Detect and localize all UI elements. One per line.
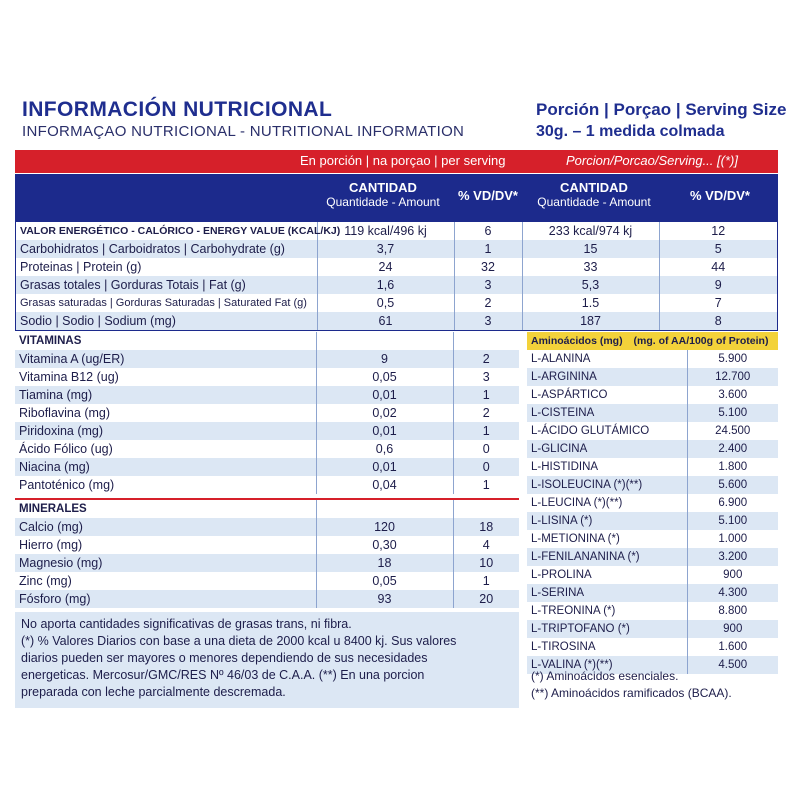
aa-note-essential: (*) Aminoácidos esenciales. <box>531 669 679 683</box>
empty-cell <box>453 500 519 518</box>
col-dv-header: % VD/DV* <box>458 188 518 203</box>
table-row <box>527 494 778 512</box>
table-row <box>527 530 778 548</box>
aminoacids-header-label: Aminoácidos (mg) <box>531 335 623 347</box>
item-dv: 0 <box>482 460 490 474</box>
table-row <box>15 440 519 458</box>
aminoacids-header <box>527 332 778 350</box>
nutrient-amount-prepared: 1.5 <box>522 294 659 312</box>
col-amount-subtitle: Quantidade - Amount <box>326 195 440 209</box>
item-label: Tiamina (mg) <box>15 386 316 404</box>
item-amount: 0,05 <box>316 572 453 590</box>
aminoacid-value: 1.600 <box>718 641 748 653</box>
col-amount2-header <box>527 181 661 209</box>
table-row <box>527 368 778 386</box>
aminoacid-name: L-SERINA <box>527 584 687 602</box>
footnote-line: energeticas. Mercosur/GMC/RES Nº 46/03 de C.A.A. (**) En una porcion <box>21 668 425 682</box>
nutrient-label: Grasas saturadas | Gorduras Saturadas | Saturated Fat (g) <box>16 294 317 312</box>
col-amount-header <box>316 181 450 209</box>
aminoacid-value: 12.700 <box>715 371 751 383</box>
table-row <box>15 368 519 386</box>
footnote-line: (*) % Valores Diarios con base a una dieta de 2000 kcal u 8400 kj. Sus valores <box>21 634 457 648</box>
aminoacids-grid <box>527 350 778 674</box>
aminoacid-name: L-ISOLEUCINA (*)(**) <box>527 476 687 494</box>
nutrient-label: Proteinas | Protein (g) <box>16 258 317 276</box>
aminoacid-value: 5.900 <box>718 353 748 365</box>
item-label: Ácido Fólico (ug) <box>15 440 316 458</box>
nutrient-dv-prepared: 12 <box>711 224 726 238</box>
table-row <box>15 386 519 404</box>
nutrient-dv: 32 <box>454 258 522 276</box>
per-serving-label: En porción | na porçao | per serving <box>300 153 506 168</box>
item-label: Calcio (mg) <box>15 518 316 536</box>
item-dv: 18 <box>479 520 494 534</box>
item-amount: 0,6 <box>316 440 453 458</box>
table-row <box>527 476 778 494</box>
nutrient-dv: 2 <box>454 294 522 312</box>
nutrient-label: Carbohidratos | Carboidratos | Carbohydrate (g) <box>16 240 317 258</box>
item-dv: 1 <box>482 424 490 438</box>
table-row <box>15 554 519 572</box>
item-dv: 0 <box>482 442 490 456</box>
minerals-grid <box>15 500 519 608</box>
aminoacid-name: L-TIROSINA <box>527 638 687 656</box>
nutrient-dv: 3 <box>454 276 522 294</box>
aminoacid-value: 8.800 <box>718 605 748 617</box>
col-amount2-subtitle: Quantidade - Amount <box>537 195 651 209</box>
serving-size-value: 30g. – 1 medida colmada <box>536 123 725 140</box>
item-dv: 2 <box>482 352 490 366</box>
item-label: Vitamina A (ug/ER) <box>15 350 316 368</box>
nutrient-amount-prepared: 233 kcal/974 kj <box>522 222 659 240</box>
nutrient-amount-prepared: 33 <box>522 258 659 276</box>
aminoacids-table <box>527 332 778 674</box>
nutrient-amount-prepared: 187 <box>522 312 659 330</box>
aminoacid-name: L-VALINA (*)(**) <box>527 656 687 674</box>
item-label: Hierro (mg) <box>15 536 316 554</box>
empty-cell <box>453 332 519 350</box>
aminoacid-name: L-TREONINA (*) <box>527 602 687 620</box>
item-dv: 1 <box>482 574 490 588</box>
item-amount: 0,01 <box>316 458 453 476</box>
table-row <box>527 548 778 566</box>
item-amount: 18 <box>316 554 453 572</box>
item-dv: 2 <box>482 406 490 420</box>
nutrient-dv: 3 <box>454 312 522 330</box>
nutrient-amount: 24 <box>317 258 454 276</box>
item-amount: 0,04 <box>316 476 453 494</box>
aminoacid-value: 900 <box>723 569 743 581</box>
aminoacid-name: L-GLICINA <box>527 440 687 458</box>
aminoacids-notes <box>527 666 778 708</box>
col-dv2-header: % VD/DV* <box>690 188 750 203</box>
item-label: Riboflavina (mg) <box>15 404 316 422</box>
aminoacid-name: L-ÁCIDO GLUTÁMICO <box>527 422 687 440</box>
per-serving-alt-label: Porcion/Porcao/Serving... [(*)] <box>566 153 738 168</box>
table-row <box>527 422 778 440</box>
table-row <box>16 276 777 294</box>
aminoacid-value: 2.400 <box>718 443 748 455</box>
table-row <box>527 350 778 368</box>
aminoacid-name: L-LEUCINA (*)(**) <box>527 494 687 512</box>
section-title: MINERALES <box>15 500 316 518</box>
table-row <box>527 584 778 602</box>
aminoacids-header-unit: (mg. of AA/100g of Protein) <box>633 335 769 347</box>
nutrient-amount: 1,6 <box>317 276 454 294</box>
aminoacid-value: 3.200 <box>718 551 748 563</box>
nutrient-amount-prepared: 5,3 <box>522 276 659 294</box>
aminoacid-value: 1.800 <box>718 461 748 473</box>
aminoacid-value: 6.900 <box>718 497 748 509</box>
aminoacid-name: L-TRIPTOFANO (*) <box>527 620 687 638</box>
item-label: Zinc (mg) <box>15 572 316 590</box>
table-row <box>527 458 778 476</box>
table-row <box>16 312 777 330</box>
item-dv: 10 <box>479 556 494 570</box>
table-row <box>15 458 519 476</box>
table-row <box>16 258 777 276</box>
item-dv: 4 <box>482 538 490 552</box>
table-row <box>527 440 778 458</box>
footnotes <box>15 612 519 708</box>
aa-note-bcaa: (**) Aminoácidos ramificados (BCAA). <box>531 686 732 700</box>
item-amount: 93 <box>316 590 453 608</box>
nutrient-amount: 0,5 <box>317 294 454 312</box>
item-dv: 20 <box>479 592 494 606</box>
aminoacid-name: L-ASPÁRTICO <box>527 386 687 404</box>
aminoacid-value: 1.000 <box>718 533 748 545</box>
nutrient-dv: 6 <box>454 222 522 240</box>
item-label: Magnesio (mg) <box>15 554 316 572</box>
aminoacid-value: 4.300 <box>718 587 748 599</box>
nutrient-dv-prepared: 8 <box>714 314 722 328</box>
col-amount2-title: CANTIDAD <box>560 180 628 195</box>
table-row <box>15 404 519 422</box>
item-label: Niacina (mg) <box>15 458 316 476</box>
item-amount: 120 <box>316 518 453 536</box>
empty-cell <box>316 332 453 350</box>
nutrient-amount: 3,7 <box>317 240 454 258</box>
nutrient-dv-prepared: 7 <box>714 296 722 310</box>
table-row <box>16 222 777 240</box>
item-amount: 0,01 <box>316 386 453 404</box>
nutrient-dv-prepared: 44 <box>711 260 726 274</box>
item-amount: 0,01 <box>316 422 453 440</box>
nutrient-label: VALOR ENERGÉTICO - CALÓRICO - ENERGY VALUE (KCAL/KJ) <box>16 222 317 240</box>
table-row <box>527 620 778 638</box>
footnote-line: No aporta cantidades significativas de grasas trans, ni fibra. <box>21 617 352 631</box>
nutrient-dv-prepared: 9 <box>714 278 722 292</box>
item-label: Vitamina B12 (ug) <box>15 368 316 386</box>
empty-cell <box>316 500 453 518</box>
item-label: Pantoténico (mg) <box>15 476 316 494</box>
aminoacid-name: L-ALANINA <box>527 350 687 368</box>
aminoacid-name: L-ARGININA <box>527 368 687 386</box>
table-row <box>15 422 519 440</box>
section-title: VITAMINAS <box>15 332 316 350</box>
item-amount: 0,30 <box>316 536 453 554</box>
table-row <box>15 536 519 554</box>
aminoacid-name: L-FENILANANINA (*) <box>527 548 687 566</box>
table-row <box>527 602 778 620</box>
nutrient-label: Sodio | Sodio | Sodium (mg) <box>16 312 317 330</box>
table-row <box>15 572 519 590</box>
aminoacid-value: 900 <box>723 623 743 635</box>
aminoacid-value: 24.500 <box>715 425 751 437</box>
aminoacid-name: L-CISTEINA <box>527 404 687 422</box>
aminoacid-name: L-METIONINA (*) <box>527 530 687 548</box>
table-row <box>15 350 519 368</box>
item-amount: 9 <box>316 350 453 368</box>
item-dv: 1 <box>482 478 490 492</box>
aminoacid-value: 3.600 <box>718 389 748 401</box>
table-row <box>527 404 778 422</box>
item-dv: 3 <box>482 370 490 384</box>
section-header-row <box>15 332 519 350</box>
table-row <box>527 638 778 656</box>
col-amount-title: CANTIDAD <box>349 180 417 195</box>
page-subtitle: INFORMAÇAO NUTRICIONAL - NUTRITIONAL INFORMATION <box>22 123 465 140</box>
item-amount: 0,02 <box>316 404 453 422</box>
table-row <box>527 566 778 584</box>
aminoacid-name: L-HISTIDINA <box>527 458 687 476</box>
nutrient-label: Grasas totales | Gorduras Totais | Fat (g) <box>16 276 317 294</box>
footnote-line: preparada con leche parcialmente descremada. <box>21 685 286 699</box>
aminoacid-value: 5.100 <box>718 407 748 419</box>
table-row <box>527 386 778 404</box>
aminoacid-name: L-PROLINA <box>527 566 687 584</box>
vitamins-grid <box>15 332 519 494</box>
nutrient-dv-prepared: 5 <box>714 242 722 256</box>
nutrient-amount: 119 kcal/496 kj <box>317 222 454 240</box>
table-row <box>15 590 519 608</box>
footnote-line: diarios pueden ser mayores o menores dependiendo de sus necesidades <box>21 651 428 665</box>
aminoacid-value: 4.500 <box>718 659 748 671</box>
item-amount: 0,05 <box>316 368 453 386</box>
aminoacid-value: 5.600 <box>718 479 748 491</box>
table-row <box>16 294 777 312</box>
table-row <box>16 240 777 258</box>
nutrients-table <box>15 222 778 331</box>
nutrient-amount: 61 <box>317 312 454 330</box>
table-row <box>15 518 519 536</box>
nutrient-amount-prepared: 15 <box>522 240 659 258</box>
item-dv: 1 <box>482 388 490 402</box>
section-header-row <box>15 500 519 518</box>
nutrient-dv: 1 <box>454 240 522 258</box>
nutrients-grid <box>16 222 777 330</box>
table-row <box>15 476 519 494</box>
aminoacid-value: 5.100 <box>718 515 748 527</box>
serving-size-label: Porción | Porçao | Serving Size <box>536 100 787 119</box>
item-label: Piridoxina (mg) <box>15 422 316 440</box>
aminoacid-name: L-LISINA (*) <box>527 512 687 530</box>
vitamins-minerals-table <box>15 332 519 608</box>
page-title: INFORMACIÓN NUTRICIONAL <box>22 98 333 121</box>
table-row <box>527 512 778 530</box>
item-label: Fósforo (mg) <box>15 590 316 608</box>
